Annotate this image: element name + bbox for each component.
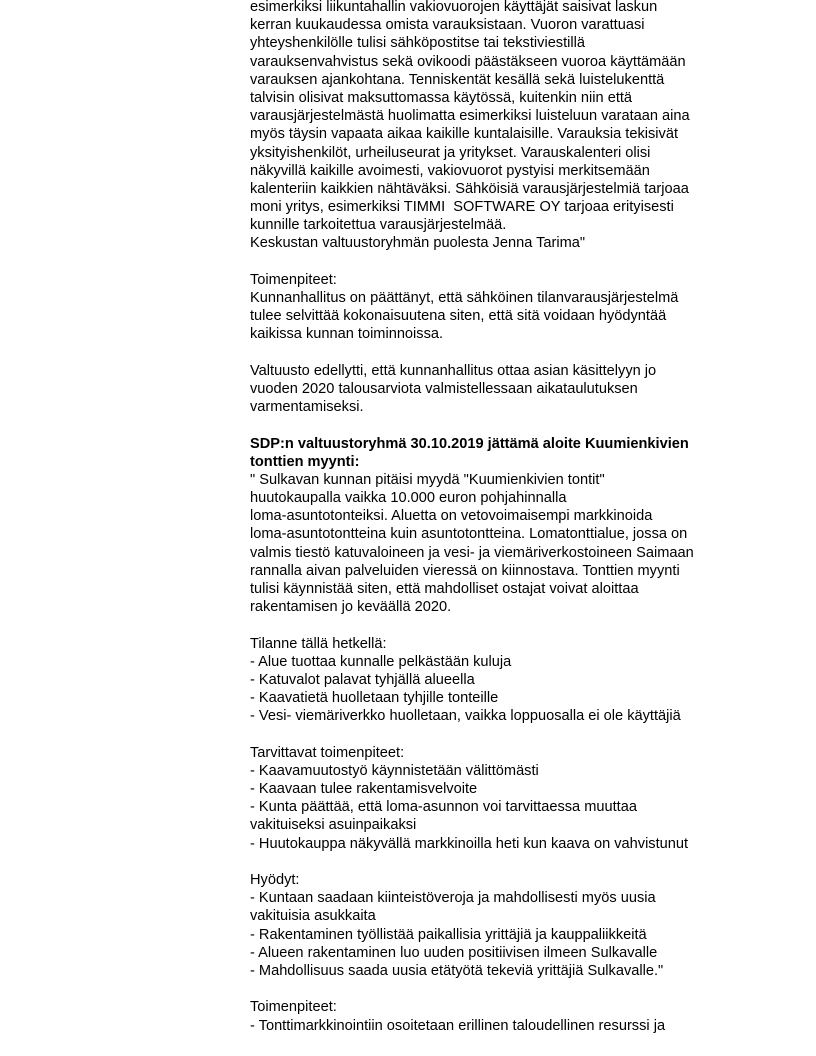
list-item: - Alue tuottaa kunnalle pelkästään kuluja [250, 653, 512, 670]
text-line: Kunnanhallitus on päättänyt, että sähköinen tilanvarausjärjestelmä [250, 290, 679, 306]
list-item: vakituisia asukkaita [250, 908, 376, 925]
text-line: myös täysin vapaata aikaa kaikille kuntalaisille. Varauksia tekisivät [250, 126, 679, 143]
text-line: valmis tiestö katuvaloineen ja vesi- ja viemäriverkostoineen Saimaan [250, 544, 694, 561]
text-line: kaikissa kunnan toiminnoissa. [250, 326, 444, 343]
list-item: - Huutokauppa näkyvällä markkinoilla heti kun kaava on vahvistunut [250, 835, 689, 852]
council-paragraph [250, 362, 750, 417]
list-item: - Kunta päättää, että loma-asunnon voi tarvittaessa muuttaa [250, 799, 637, 816]
needed-measures-list [250, 744, 750, 853]
list-item: - Katuvalot palavat tyhjällä alueella [250, 671, 475, 688]
list-item: - Kaavaan tulee rakentamisvelvoite [250, 781, 478, 798]
list-item: vakituiseksi asuinpaikaksi [250, 817, 417, 834]
list-item: - Kaavatietä huolletaan tyhjille tonteille [250, 690, 499, 707]
intro-paragraph [250, 0, 750, 253]
text-line: vuoden 2020 talousarviota valmistellessaan aikataulutuksen [250, 380, 638, 397]
benefits-list [250, 871, 750, 980]
text-line: kunnille tarkoitettua varausjärjestelmää. [250, 217, 507, 234]
text-line: rakentamisen jo keväällä 2020. [250, 599, 452, 616]
text-line: loma-asuntotontteina kuin asuntotontteina. Lomatonttialue, jossa on [250, 526, 688, 543]
initiative-heading: tonttien myynti: [250, 453, 360, 470]
list-item: - Tonttimarkkinointiin osoitetaan erillinen taloudellinen resurssi ja [250, 1017, 666, 1034]
text-line: näkyvillä kaikille avoimesti, vakiovuorot pystyisi merkitsemään [250, 162, 650, 179]
list-item: - Mahdollisuus saada uusia etätyötä tekeviä yrittäjiä Sulkavalle." [250, 962, 664, 979]
measures-section-1 [250, 271, 750, 344]
spacer [250, 726, 750, 744]
text-line: varauksenvahvistus sekä ovikoodi päästäkseen vuoroa käyttämään [250, 53, 686, 70]
text-line: tulee selvittää kokonaisuutena siten, että sitä voidaan hyödyntää [250, 308, 667, 325]
text-line: moni yritys, esimerkiksi TIMMI SOFTWARE OY tarjoaa erityisesti [250, 199, 674, 216]
list-heading: Hyödyt: [250, 872, 300, 888]
sdp-initiative-section [250, 435, 750, 617]
document-body [250, 0, 750, 1035]
measures-section-2 [250, 998, 750, 1034]
text-line: kerran kuukaudessa omista varauksistaan. Vuoron varattuasi [250, 17, 645, 34]
text-line: varmentamiseksi. [250, 399, 364, 416]
spacer [250, 616, 750, 634]
text-line: tulisi käynnistää siten, että mahdolliset ostajat voivat aloittaa [250, 581, 639, 597]
text-line: varausjärjestelmästä huolimatta esimerkiksi luisteluun varataan aina [250, 108, 690, 125]
section-heading: Toimenpiteet: [250, 999, 337, 1016]
list-item: - Kaavamuutostyö käynnistetään välittömästi [250, 762, 539, 779]
spacer [250, 853, 750, 871]
text-line: varauksen ajankohtana. Tenniskentät kesällä sekä luistelukenttä [250, 71, 665, 88]
situation-list [250, 635, 750, 726]
list-item: - Vesi- viemäriverkko huolletaan, vaikka loppuosalla ei ole käyttäjiä [250, 708, 681, 725]
text-line: yhteyshenkilölle tulisi sähköpostitse tai tekstiviestillä [250, 35, 586, 52]
spacer [250, 416, 750, 434]
spacer [250, 253, 750, 271]
text-line: Valtuusto edellytti, että kunnanhallitus ottaa asian käsittelyyn jo [250, 362, 657, 379]
text-line: loma-asuntotonteiksi. Aluetta on vetovoimaisempi markkinoida [250, 508, 653, 525]
text-line: " Sulkavan kunnan pitäisi myydä "Kuumienkivien tontit" [250, 471, 605, 488]
spacer [250, 980, 750, 998]
text-line: esimerkiksi liikuntahallin vakiovuorojen käyttäjät saisivat laskun [250, 0, 658, 15]
text-line: rannalla aivan palveluiden vieressä on kiinnostava. Tonttien myynti [250, 562, 680, 579]
list-item: - Rakentaminen työllistää paikallisia yrittäjiä ja kauppaliikkeitä [250, 926, 647, 943]
text-line: huutokaupalla vaikka 10.000 euron pohjahinnalla [250, 490, 567, 507]
list-item: - Alueen rakentaminen luo uuden positiivisen ilmeen Sulkavalle [250, 944, 658, 961]
initiative-heading: SDP:n valtuustoryhmä 30.10.2019 jättämä aloite Kuumienkivien [250, 435, 689, 452]
section-heading: Toimenpiteet: [250, 271, 337, 288]
text-line: talvisin olisivat maksuttomassa käytössä, kuitenkin niin että [250, 89, 633, 106]
text-line: kalenteriin kaikkien nähtäväksi. Sähköisiä varausjärjestelmiä tarjoaa [250, 180, 689, 197]
list-heading: Tarvittavat toimenpiteet: [250, 744, 405, 761]
list-item: - Kuntaan saadaan kiinteistöveroja ja mahdollisesti myös uusia [250, 890, 656, 907]
spacer [250, 344, 750, 362]
text-line: yksityishenkilöt, urheiluseurat ja yritykset. Varauskalenteri olisi [250, 144, 651, 161]
list-heading: Tilanne tällä hetkellä: [250, 635, 387, 652]
signature-line: Keskustan valtuustoryhmän puolesta Jenna Tarima" [250, 235, 586, 252]
